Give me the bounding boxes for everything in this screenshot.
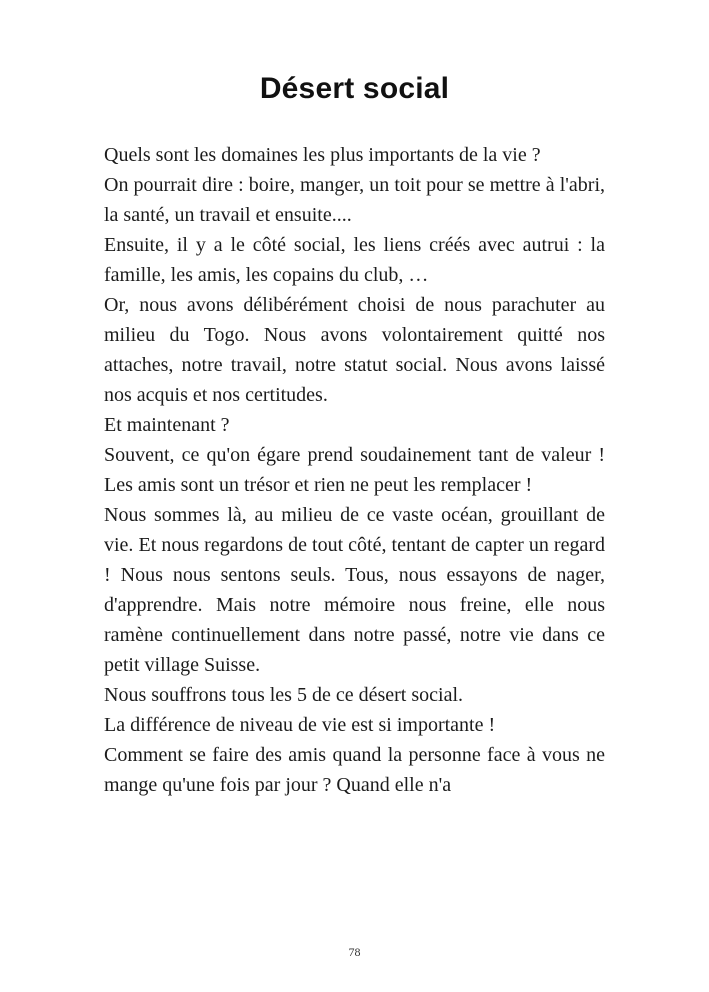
body-text [104,140,605,800]
paragraph: Quels sont les domaines les plus importants de la vie ? [104,144,541,166]
paragraph: Nous sommes là, au milieu de ce vaste océan, grouillant de vie. Et nous regardons de tout côté, tentant de capter un regard ! Nous nous sentons seuls. Tous, nous essayons de nager, d'apprendre. Mais notre mémoire nous freine, elle nous ramène continuellement dans notre passé, notre vie dans ce petit village Suisse. [104,504,605,676]
paragraph: Ensuite, il y a le côté social, les liens créés avec autrui : la famille, les amis, les copains du club, … [104,234,605,286]
page-number: 78 [348,945,361,959]
paragraph: Souvent, ce qu'on égare prend soudainement tant de valeur ! Les amis sont un trésor et rien ne peut les remplacer ! [104,444,605,496]
paragraph: Nous souffrons tous les 5 de ce désert social. [104,684,464,706]
page-title: Désert social [259,72,450,105]
paragraph: On pourrait dire : boire, manger, un toit pour se mettre à l'abri, la santé, un travail et ensuite.... [104,174,605,226]
paragraph: La différence de niveau de vie est si importante ! [104,714,496,736]
paragraph: Or, nous avons délibérément choisi de nous parachuter au milieu du Togo. Nous avons volontairement quitté nos attaches, notre travail, notre statut social. Nous avons laissé nos acquis et nos certitudes. [104,294,605,406]
paragraph: Comment se faire des amis quand la personne face à vous ne mange qu'une fois par jour ? Quand elle n'a [104,744,605,796]
paragraph: Et maintenant ? [104,414,230,436]
